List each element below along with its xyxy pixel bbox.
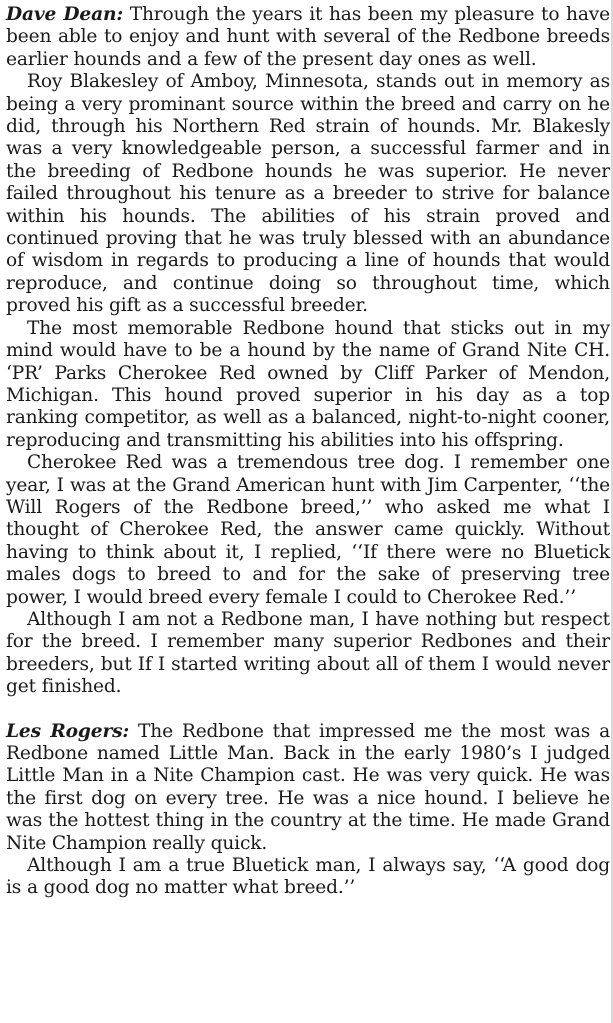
paragraph: Although I am a true Bluetick man, I always say, ‘‘A good dog is a good dog no matter what breed.’’ bbox=[6, 855, 610, 899]
paragraph: Although I am not a Redbone man, I have nothing but respect for the breed. I remember many superior Redbones and their breeders, but If I started writing about all of them I would never get finished. bbox=[6, 608, 610, 698]
speaker-name: Dave Dean: bbox=[6, 4, 124, 25]
section-divider bbox=[6, 699, 610, 721]
paragraph: The most memorable Redbone hound that sticks out in my mind would have to be a hound by the name of Grand Nite CH. ‘PR’ Parks Cherokee Red owned by Cliff Parker of Mendon, Michigan. This hound proved superior in his day as a top ranking competitor, as well as a balanced, night-to-night cooner, reproducing and transmitting his abilities into his offspring. bbox=[6, 317, 610, 451]
document-page bbox=[6, 4, 610, 900]
paragraph: Cherokee Red was a tremendous tree dog. I remember one year, I was at the Grand American hunt with Jim Carpenter, ‘‘the Will Rogers of the Redbone breed,’’ who asked me what I thought of Cherokee Red, the answer came quickly. Without having to think about it, I replied, ‘‘If there were no Bluetick males dogs to breed to and for the sake of preserving tree power, I would breed every female I could to Cherokee Red.’’ bbox=[6, 452, 610, 608]
section-dave-dean bbox=[6, 4, 610, 699]
lead-paragraph bbox=[6, 721, 610, 855]
paragraph-text: Through the years it has been my pleasure to have been able to enjoy and hunt with several of the Redbone breeds earlier hounds and a few of the present day ones as well. bbox=[6, 4, 610, 70]
section-les-rogers bbox=[6, 721, 610, 900]
paragraph: Roy Blakesley of Amboy, Minnesota, stands out in memory as being a very prominant source within the breed and carry on he did, through his Northern Red strain of hounds. Mr. Blakesly was a very knowledgeable person, a successful farmer and in the breeding of Redbone hounds he was superior. He never failed throughout his tenure as a breeder to strive for balance within his hounds. The abilities of his strain proved and continued proving that he was truly blessed with an abundance of wisdom in regards to producing a line of hounds that would reproduce, and continue doing so throughout time, which proved his gift as a successful breeder. bbox=[6, 71, 610, 317]
paragraph-text: The Redbone that impressed me the most was a Redbone named Little Man. Back in the early 1980’s I judged Little Man in a Nite Champion cast. He was very quick. He was the first dog on every tree. He was a nice hound. I believe he was the hottest thing in the country at the time. He made Grand Nite Champion really quick. bbox=[6, 720, 610, 854]
speaker-name: Les Rogers: bbox=[6, 720, 130, 742]
lead-paragraph bbox=[6, 4, 610, 71]
